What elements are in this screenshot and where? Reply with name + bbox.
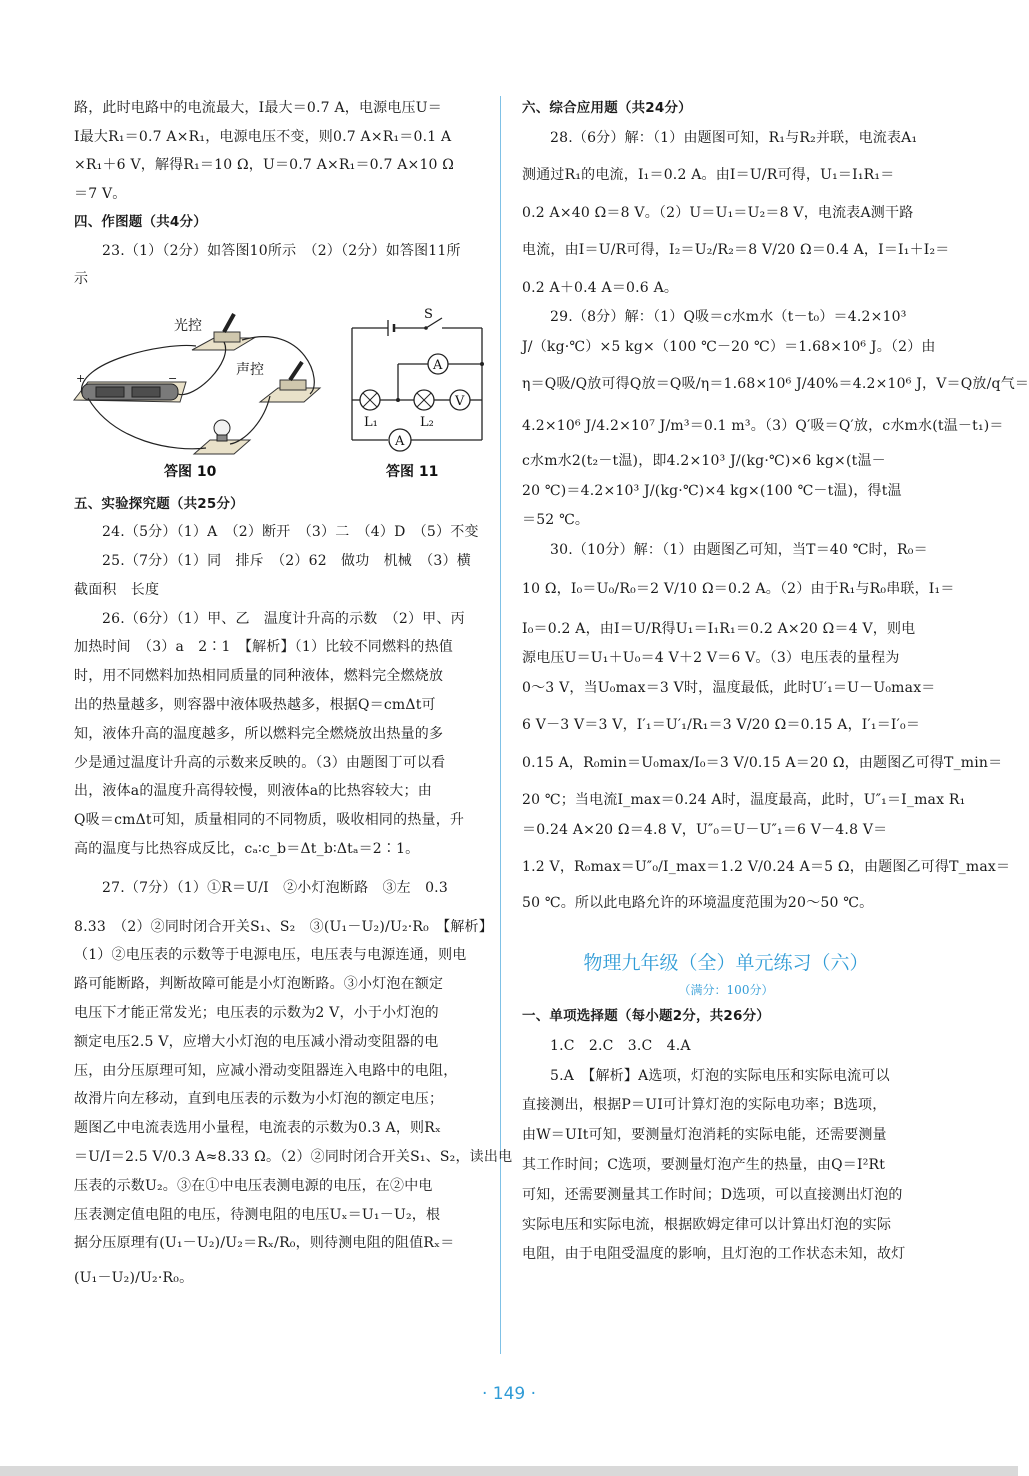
text-line: 故滑片向左移动，直到电压表的示数为小灯泡的额定电压； xyxy=(74,1091,444,1108)
figure-11-circuit xyxy=(342,302,492,482)
text-line: 压表测定值电阻的电压，待测电阻的电压Uₓ＝U₁－U₂，根 xyxy=(74,1206,441,1223)
text-line: 24.（5分）（1）A （2）断开 （3）二 （4）D （5）不变 xyxy=(102,524,479,541)
label-sound-control: 声控 xyxy=(236,361,264,378)
text-line: 压表的示数U₂。③在①中电压表测电源的电压，在②中电 xyxy=(74,1177,433,1194)
text-line: 高的温度与比热容成反比，cₐ∶c_b＝Δt_b∶Δtₐ＝2∶1。 xyxy=(74,841,420,858)
text-line: ＝0.24 A×20 Ω＝4.8 V，U″₀＝U－U″₁＝6 V－4.8 V＝ xyxy=(522,821,888,838)
figure-11-caption: 答图 11 xyxy=(386,463,439,480)
text-line: I最大R₁＝0.7 A×R₁，电源电压不变，则0.7 A×R₁＝0.1 A xyxy=(74,128,452,145)
text-line: 知，液体升高的温度越多，所以燃料完全燃烧放出热量的多 xyxy=(74,725,444,742)
text-line: 少是通过温度计升高的示数来反映的。（3）由题图丁可以看 xyxy=(74,754,446,771)
section-heading: 六、综合应用题（共24分） xyxy=(522,100,692,116)
text-line: ×R₁＋6 V，解得R₁＝10 Ω，U＝0.7 A×R₁＝0.7 A×10 Ω xyxy=(74,157,455,173)
text-line: 50 ℃。所以此电路允许的环境温度范围为20～50 ℃。 xyxy=(522,894,874,911)
text-line: 由W＝UIt可知，要测量灯泡消耗的实际电能，还需要测量 xyxy=(522,1127,887,1144)
lamp-L1-label: L₁ xyxy=(364,414,378,430)
figure-10-circuit xyxy=(74,302,324,482)
text-line: 电压下才能正常发光；电压表的示数为2 V，小于小灯泡的 xyxy=(74,1005,439,1022)
text-line: 30.（10分）解：（1）由题图乙可知，当T＝40 ℃时，R₀＝ xyxy=(550,541,928,558)
text-line: 额定电压2.5 V，应增大小灯泡的电压减小滑动变阻器的电 xyxy=(74,1033,439,1050)
text-line: 源电压U＝U₁＋U₀＝4 V＋2 V＝6 V。（3）电压表的量程为 xyxy=(522,650,900,666)
text-line: 出的热量越多，则容器中液体吸热越多，根据Q＝cmΔt可 xyxy=(74,697,436,714)
left-column xyxy=(74,94,513,1293)
switch-label: S xyxy=(424,306,433,322)
svg-text:+: + xyxy=(76,371,86,385)
right-column xyxy=(522,94,1029,1270)
ammeter-bottom-label: A xyxy=(395,433,405,449)
text-line: Q吸＝cmΔt可知，质量相同的不同物质，吸收相同的热量，升 xyxy=(74,812,465,829)
text-line: 路可能断路，判断故障可能是小灯泡断路。③小灯泡在额定 xyxy=(74,976,444,993)
text-line: (U₁－U₂)/U₂·R₀。 xyxy=(74,1270,194,1287)
text-line: c水m水2(t₂－t温)，即4.2×10³ J/(kg·℃)×6 kg×(t温－ xyxy=(522,453,886,469)
text-line: 1.2 V，R₀max＝U″₀/I_max＝1.2 V/0.24 A＝5 Ω，由题图乙可得T_max＝ xyxy=(522,859,1011,875)
svg-text:−: − xyxy=(168,371,178,385)
voltmeter-label: V xyxy=(455,393,465,409)
text-line: 路，此时电路中的电流最大，I最大＝0.7 A，电源电压U＝ xyxy=(74,100,442,116)
unit-title: 物理九年级（全）单元练习（六） xyxy=(583,952,869,974)
page-number: · 149 · xyxy=(481,1384,537,1404)
text-line: 27.（7分）（1）①R＝U/I ②小灯泡断路 ③左 0.3 xyxy=(102,879,448,896)
text-line: 6 V－3 V＝3 V，I′₁＝U′₁/R₁＝3 V/20 Ω＝0.15 A，I′₁＝I′₀＝ xyxy=(522,717,921,733)
text-line: 0～3 V，当U₀max＝3 V时，温度最低，此时U′₁＝U－U₀max＝ xyxy=(522,679,936,696)
text-line: 题图乙中电流表选用小量程，电流表的示数为0.3 A，则Rₓ xyxy=(74,1120,442,1137)
figures-row xyxy=(74,302,482,482)
section-heading: 五、实验探究题（共25分） xyxy=(74,495,244,512)
text-line: 26.（6分）（1）甲、乙 温度计升高的示数 （2）甲、丙 xyxy=(102,610,465,627)
text-line: 截面积 长度 xyxy=(74,581,160,598)
bottom-edge xyxy=(0,1466,1018,1476)
text-line: 电流，由I＝U/R可得，I₂＝U₂/R₂＝8 V/20 Ω＝0.4 A，I＝I₁＋I₂＝ xyxy=(522,242,950,258)
text-line: η＝Q吸/Q放可得Q放＝Q吸/η＝1.68×10⁶ J/40%＝4.2×10⁶ J，V＝Q放/q气＝ xyxy=(522,376,1029,392)
text-line: 4.2×10⁶ J/4.2×10⁷ J/m³＝0.1 m³。（3）Q′吸＝Q′放，c水m水(t温－t₁)＝ xyxy=(522,417,1004,434)
text-line: 23.（1）（2分）如答图10所示 （2）（2分）如答图11所 xyxy=(102,242,461,259)
text-line: 实际电压和实际电流，根据欧姆定律可以计算出灯泡的实际 xyxy=(522,1216,892,1233)
text-line: 测通过R₁的电流，I₁＝0.2 A。由I＝U/R可得，U₁＝I₁R₁＝ xyxy=(522,167,895,183)
text-line: 1.C 2.C 3.C 4.A xyxy=(550,1037,691,1054)
text-line: 直接测出，根据P＝UI可计算灯泡的实际电功率；B选项， xyxy=(522,1097,887,1114)
text-line: I₀＝0.2 A，由I＝U/R得U₁＝I₁R₁＝0.2 A×20 Ω＝4 V，则电 xyxy=(522,620,916,637)
text-line: （1）②电压表的示数等于电源电压，电压表与电源连通，则电 xyxy=(74,947,467,964)
text-line: 10 Ω，I₀＝U₀/R₀＝2 V/10 Ω＝0.2 A。（2）由于R₁与R₀串联，I₁＝ xyxy=(522,581,955,597)
text-line: 29.（8分）解：（1）Q吸＝c水m水（t－t₀）＝4.2×10³ xyxy=(550,309,907,325)
text-line: 出，液体a的温度升高得较慢，则液体a的比热容较大；由 xyxy=(74,783,432,800)
unit-subtitle: （满分：100分） xyxy=(678,983,774,997)
text-line: 0.2 A＋0.4 A＝0.6 A。 xyxy=(522,279,679,296)
figure-10-caption: 答图 10 xyxy=(164,463,217,480)
text-line: 20 ℃；当电流I_max＝0.24 A时，温度最高，此时，U″₁＝I_max R₁ xyxy=(522,792,966,808)
text-line: ＝U/I＝2.5 V/0.3 A≈8.33 Ω。（2）②同时闭合开关S₁、S₂，读出电 xyxy=(74,1149,513,1166)
text-line: 据分压原理有(U₁－U₂)/U₂＝Rₓ/R₀，则待测电阻的阻值Rₓ＝ xyxy=(74,1235,455,1252)
lamp-L2-label: L₂ xyxy=(420,414,434,430)
section-heading: 四、作图题（共4分） xyxy=(74,214,207,230)
label-light-control: 光控 xyxy=(174,317,202,334)
text-line: J/（kg·℃）×5 kg×（100 ℃－20 ℃）＝1.68×10⁶ J。（2）由 xyxy=(522,338,936,355)
ammeter-top-label: A xyxy=(433,357,443,373)
text-line: 20 ℃)＝4.2×10³ J/(kg·℃)×4 kg×(100 ℃－t温)，得t温 xyxy=(522,482,902,499)
text-line: 加热时间 （3）a 2∶1 【解析】（1）比较不同燃料的热值 xyxy=(74,639,453,656)
text-line: 5.A 【解析】A选项，灯泡的实际电压和实际电流可以 xyxy=(550,1067,890,1084)
text-line: 电阻，由于电阻受温度的影响，且灯泡的工作状态未知，故灯 xyxy=(522,1246,906,1263)
text-line: 其工作时间；C选项，要测量灯泡产生的热量，由Q＝I²Rt xyxy=(522,1156,886,1173)
text-line: 压，由分压原理可知，应减小滑动变阻器连入电路中的电阻， xyxy=(74,1062,458,1079)
text-line: ＝7 V。 xyxy=(74,185,127,202)
text-line: 可知，还需要测量其工作时间；D选项，可以直接测出灯泡的 xyxy=(522,1186,903,1203)
text-line: 示 xyxy=(74,271,89,287)
text-line: 时，用不同燃料加热相同质量的同种液体，燃料完全燃烧放 xyxy=(74,668,444,685)
column-divider xyxy=(500,96,501,1354)
text-line: 28.（6分）解：（1）由题图可知，R₁与R₂并联，电流表A₁ xyxy=(550,129,918,146)
text-line: 25.（7分）（1）同 排斥 （2）62 做功 机械 （3）横 xyxy=(102,553,471,570)
text-line: 0.2 A×40 Ω＝8 V。（2）U＝U₁＝U₂＝8 V，电流表A测干路 xyxy=(522,204,914,221)
text-line: 8.33 （2）②同时闭合开关S₁、S₂ ③(U₁－U₂)/U₂·R₀ 【解析】 xyxy=(74,918,493,935)
section-heading: 一、单项选择题（每小题2分，共26分） xyxy=(522,1008,770,1024)
text-line: ＝52 ℃。 xyxy=(522,512,590,528)
text-line: 0.15 A，R₀min＝U₀max/I₀＝3 V/0.15 A＝20 Ω，由题图乙可得T_min＝ xyxy=(522,754,1003,771)
